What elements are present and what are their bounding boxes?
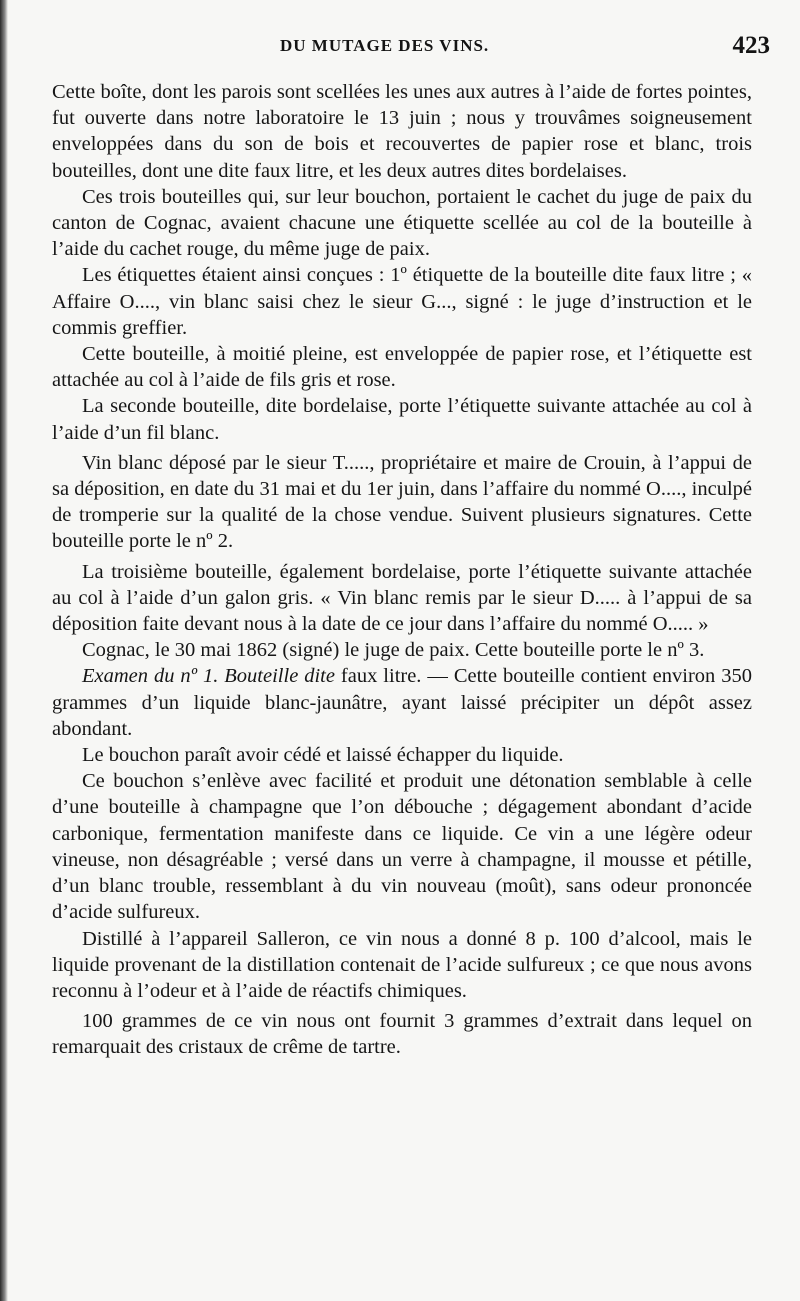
paragraph: Ces trois bouteilles qui, sur leur bouchon, portaient le cachet du juge de paix du canton de Cognac, avaient chacune une étiquette scellée au col de la bouteille à l’aide du cachet rouge, du même juge de paix. xyxy=(52,185,752,261)
page-number: 423 xyxy=(732,32,770,59)
page-header xyxy=(50,32,770,68)
paragraph: Vin blanc déposé par le sieur T....., propriétaire et maire de Crouin, à l’appui de sa déposition, en date du 31 mai et du 1er juin, dans l’affaire du nommé O...., inculpé de tromperie sur la qualité de la chose vendue. Suivent plusieurs signatures. Cette bouteille porte le nº 2. xyxy=(52,451,752,553)
paragraph: 100 grammes de ce vin nous ont fournit 3 grammes d’extrait dans lequel on remarquait des cristaux de crême de tartre. xyxy=(52,1010,752,1059)
italic-heading: Examen du nº 1. Bouteille dite xyxy=(82,665,335,688)
paragraph: La seconde bouteille, dite bordelaise, porte l’étiquette suivante attachée au col à l’aide d’un fil blanc. xyxy=(52,395,752,444)
paragraph: Cette boîte, dont les parois sont scellées les unes aux autres à l’aide de fortes pointes, fut ouverte dans notre laboratoire le 13 juin ; nous y trouvâmes soigneusement enveloppées dans du son de bois et recouvertes de papier rose et blanc, trois bouteilles, dont une dite faux litre, et les deux autres dites bordelaises. xyxy=(52,81,752,182)
paragraph: Les étiquettes étaient ainsi conçues : 1º étiquette de la bouteille dite faux litre ; « Affaire O...., vin blanc saisi chez le sieur G..., signé : le juge d’instruction et le commis greffier. xyxy=(52,264,752,339)
paragraph: Cette bouteille, à moitié pleine, est enveloppée de papier rose, et l’étiquette est attachée au col à l’aide de fils gris et rose. xyxy=(52,343,752,392)
paragraph: Distillé à l’appareil Salleron, ce vin nous a donné 8 p. 100 d’alcool, mais le liquide provenant de la distillation contenait de l’acide sulfureux ; ce que nous avons reconnu à l’odeur et à l’aide de réactifs chimiques. xyxy=(52,927,752,1002)
paragraph: Ce bouchon s’enlève avec facilité et produit une détonation semblable à celle d’une bouteille à champagne que l’on débouche ; dégagement abondant d’acide carbonique, fermentation manifeste dans ce liquide. Ce vin a une légère odeur vineuse, non désagréable ; versé dans un verre à champagne, il mousse et pétille, d’un blanc trouble, ressemblant à du vin nouveau (moût), sans odeur prononcée d’acide sulfureux. xyxy=(52,770,752,924)
page-binding-shadow xyxy=(0,0,8,1301)
body-text xyxy=(52,79,752,1061)
paragraph: La troisième bouteille, également bordelaise, porte l’étiquette suivante attachée au col à l’aide d’un galon gris. « Vin blanc remis par le sieur D..... à l’appui de sa déposition faite devant nous à la date de ce jour dans l’affaire du nommé O..... » xyxy=(52,560,752,636)
running-title: DU MUTAGE DES VINS. xyxy=(280,36,490,55)
paragraph: Cognac, le 30 mai 1862 (signé) le juge de paix. Cette bouteille porte le nº 3. xyxy=(82,639,705,662)
paragraph: Le bouchon paraît avoir cédé et laissé échapper du liquide. xyxy=(82,744,564,767)
paragraph: Examen du nº 1. Bouteille dite faux litre. — Cette bouteille contient environ 350 grammes d’un liquide blanc-jaunâtre, ayant laissé précipiter un dépôt assez abondant. xyxy=(52,665,753,740)
